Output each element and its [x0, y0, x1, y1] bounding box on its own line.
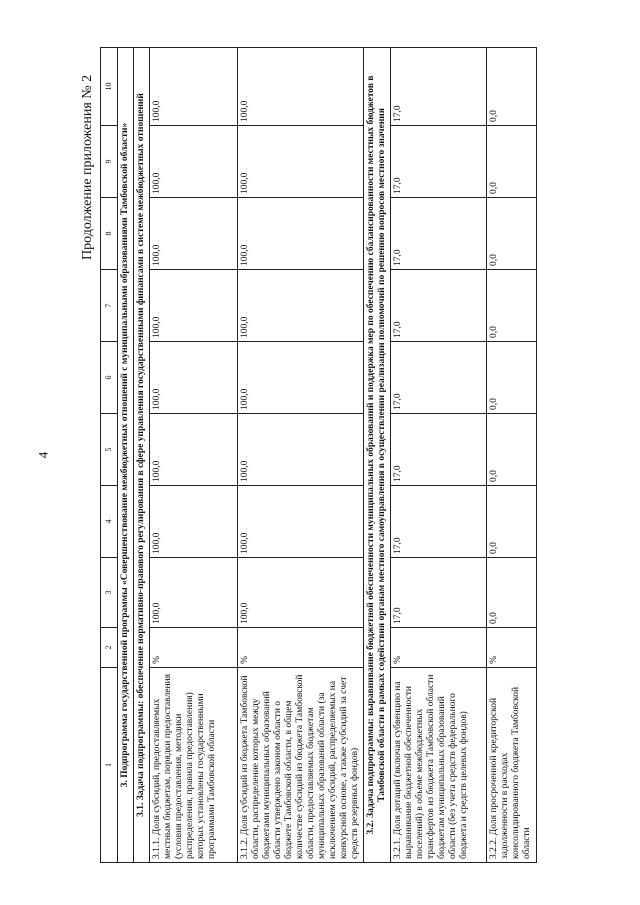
value-cell: 0,0	[487, 198, 537, 270]
value-cell: 100,0	[238, 270, 364, 342]
col-header-4: 4	[101, 486, 118, 558]
value-cell: 0,0	[487, 414, 537, 486]
value-cell: 17,0	[391, 486, 487, 558]
table-row	[487, 48, 537, 863]
task-title-3-2: 3.2. Задача подпрограммы: выравнивание бюджетной обеспеченности муниципальных образований и поддержка мер по обеспечению сбалансированности местных бюджетов в Тамбовской области в рамках содействия органам местного самоуправления в осуществлении реализации полномочий по решению вопросов местного значения	[364, 48, 391, 863]
col-header-9: 9	[101, 126, 118, 198]
task-title-3-1: 3.1. Задача подпрограммы: обеспечение нормативно-правового регулирования в сфере управления государственными финансами в системе межбюджетных отношений	[134, 48, 150, 863]
continuation-label: Продолжение приложения № 2	[80, 74, 95, 260]
value-cell: 17,0	[391, 414, 487, 486]
value-cell: 0,0	[487, 342, 537, 414]
value-cell: 17,0	[391, 198, 487, 270]
task-row	[134, 48, 150, 863]
value-cell: 17,0	[391, 270, 487, 342]
value-cell: 100,0	[150, 270, 238, 342]
value-cell: 100,0	[150, 558, 238, 628]
col-header-7: 7	[101, 270, 118, 342]
value-cell: 100,0	[150, 342, 238, 414]
value-cell: 0,0	[487, 270, 537, 342]
col-header-1: 1	[101, 668, 118, 863]
value-cell: 100,0	[238, 342, 364, 414]
indicator-cell: 3.2.2. Доля просроченной кредиторской задолженности в расходах консолидированного бюджета Тамбовской области	[487, 668, 537, 863]
value-cell: 17,0	[391, 342, 487, 414]
value-cell: 0,0	[487, 126, 537, 198]
value-cell: 100,0	[238, 198, 364, 270]
value-cell: 17,0	[391, 48, 487, 126]
unit-cell: %	[487, 628, 537, 668]
page-number: 4	[35, 451, 51, 459]
value-cell: 100,0	[150, 486, 238, 558]
indicator-cell: 3.2.1. Доля дотаций (включая субвенцию на выравнивание бюджетной обеспеченности поселений) в объеме межбюджетных трансфертов из бюджета Тамбовской области бюджетам муниципальных образований области (без учета средств федерального бюджета и средств целевых фондов)	[391, 668, 487, 863]
value-cell: 100,0	[150, 414, 238, 486]
unit-cell: %	[391, 628, 487, 668]
value-cell: 17,0	[391, 558, 487, 628]
value-cell: 100,0	[238, 486, 364, 558]
value-cell: 100,0	[150, 126, 238, 198]
indicators-table	[100, 47, 537, 863]
table-row	[391, 48, 487, 863]
col-header-5: 5	[101, 414, 118, 486]
col-header-10: 10	[101, 48, 118, 126]
task-row	[364, 48, 391, 863]
value-cell: 100,0	[238, 48, 364, 126]
section-title: 3. Подпрограмма государственной программы «Совершенствование межбюджетных отношений с муниципальными образованиями Тамбовской области»	[118, 48, 134, 863]
section-title-row	[118, 48, 134, 863]
rotated-table-stage	[100, 48, 532, 863]
col-header-2: 2	[101, 628, 118, 668]
value-cell: 100,0	[150, 48, 238, 126]
col-header-3: 3	[101, 558, 118, 628]
unit-cell: %	[238, 628, 364, 668]
table-row	[150, 48, 238, 863]
table-row	[238, 48, 364, 863]
value-cell: 0,0	[487, 558, 537, 628]
unit-cell: %	[150, 628, 238, 668]
value-cell: 100,0	[238, 558, 364, 628]
col-header-6: 6	[101, 342, 118, 414]
indicator-cell: 3.1.1. Доля субсидий, предоставляемых местным бюджетам, порядки предоставления (условия предоставления, методики распределения, правила предоставления) которых установлены государственными программами Тамбовской области	[150, 668, 238, 863]
header-row	[101, 48, 118, 863]
value-cell: 0,0	[487, 48, 537, 126]
value-cell: 100,0	[150, 198, 238, 270]
indicator-cell: 3.1.2. Доля субсидий из бюджета Тамбовской области, распределение которых между бюджетами муниципальных образований области утверждено законом области о бюджете Тамбовской области, в общем количестве субсидий из бюджета Тамбовской области, предоставляемых бюджетам муниципальных образований области (за исключением субсидий, распределяемых на конкурсной основе, а также субсидий за счет средств резервных фондов)	[238, 668, 364, 863]
value-cell: 100,0	[238, 414, 364, 486]
value-cell: 0,0	[487, 486, 537, 558]
col-header-8: 8	[101, 198, 118, 270]
value-cell: 17,0	[391, 126, 487, 198]
value-cell: 100,0	[238, 126, 364, 198]
